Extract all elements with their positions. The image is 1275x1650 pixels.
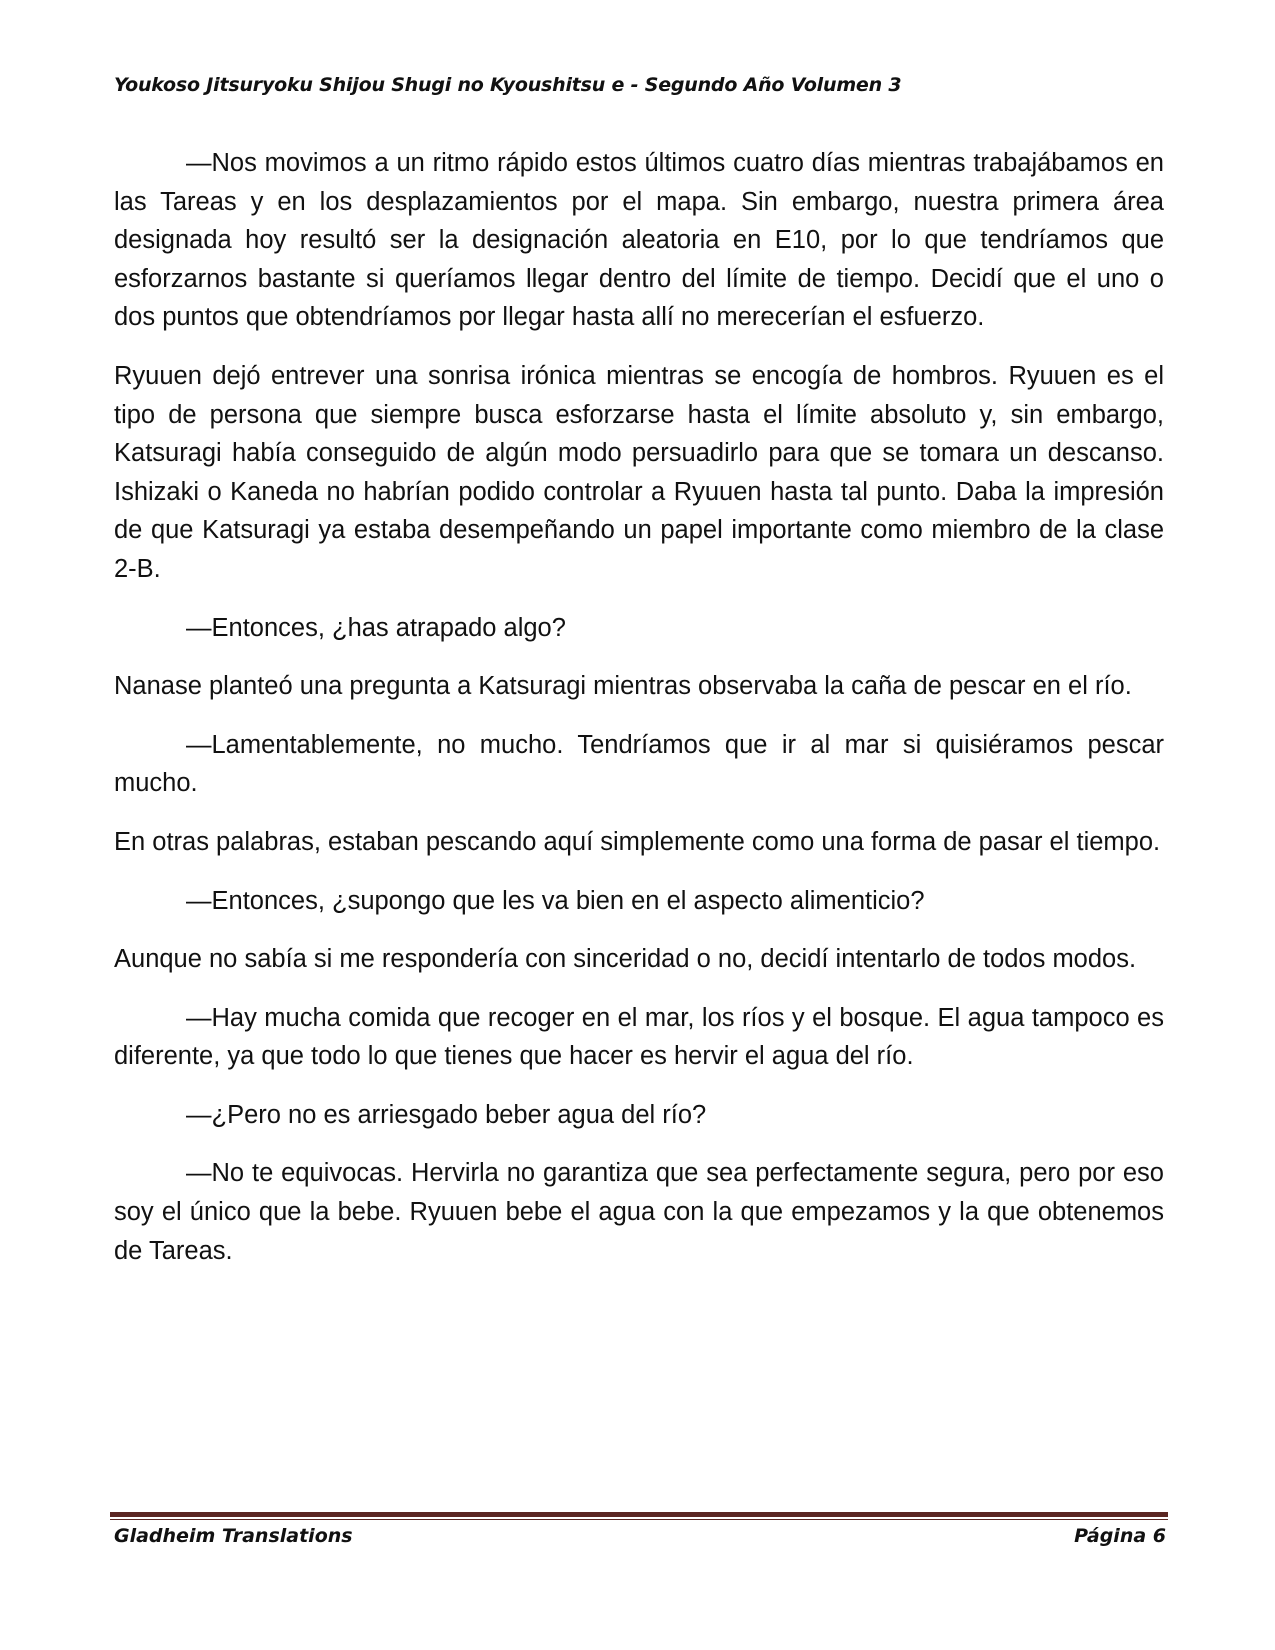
footer-divider-thick	[110, 1512, 1168, 1517]
body-text	[114, 144, 1164, 1290]
paragraph-narration: Aunque no sabía si me respondería con sinceridad o no, decidí intentarlo de todos modos.	[114, 945, 1137, 974]
paragraph-dialog: —Entonces, ¿supongo que les va bien en el aspecto alimenticio?	[186, 886, 925, 915]
paragraph-dialog: —Nos movimos a un ritmo rápido estos últimos cuatro días mientras trabajábamos en las Tareas y en los desplazamientos por el mapa. Sin embargo, nuestra primera área designada hoy resultó ser la designación aleatoria en E10, por lo que tendríamos que esforzarnos bastante si queríamos llegar dentro del límite de tiempo. Decidí que el uno o dos puntos que obtendríamos por llegar hasta allí no merecerían el esfuerzo.	[114, 149, 1164, 332]
paragraph-narration: Nanase planteó una pregunta a Katsuragi mientras observaba la caña de pescar en el río.	[114, 672, 1132, 701]
footer-page-number: Página 6	[1074, 1525, 1166, 1547]
paragraph-dialog: —Lamentablemente, no mucho. Tendríamos que ir al mar si quisiéramos pescar mucho.	[114, 730, 1164, 798]
paragraph-narration: En otras palabras, estaban pescando aquí simplemente como una forma de pasar el tiempo.	[114, 827, 1161, 856]
footer-divider	[110, 1512, 1168, 1520]
paragraph-dialog: —¿Pero no es arriesgado beber agua del río?	[186, 1100, 707, 1129]
paragraph-dialog: —Entonces, ¿has atrapado algo?	[186, 613, 566, 642]
paragraph-dialog: —Hay mucha comida que recoger en el mar, los ríos y el bosque. El agua tampoco es diferente, ya que todo lo que tienes que hacer es hervir el agua del río.	[114, 1003, 1164, 1071]
page-header-title: Youkoso Jitsuryoku Shijou Shugi no Kyoushitsu e - Segundo Año Volumen 3	[114, 74, 902, 96]
paragraph-narration: Ryuuen dejó entrever una sonrisa irónica mientras se encogía de hombros. Ryuuen es el tipo de persona que siempre busca esforzarse hasta el límite absoluto y, sin embargo, Katsuragi había conseguido de algún modo persuadirlo para que se tomara un descanso. Ishizaki o Kaneda no habrían podido controlar a Ryuuen hasta tal punto. Daba la impresión de que Katsuragi ya estaba desempeñando un papel importante como miembro de la clase 2-B.	[114, 361, 1164, 583]
footer-divider-thin	[110, 1519, 1168, 1520]
footer-publisher: Gladheim Translations	[114, 1525, 353, 1547]
paragraph-dialog: —No te equivocas. Hervirla no garantiza que sea perfectamente segura, pero por eso soy el único que la bebe. Ryuuen bebe el agua con la que empezamos y la que obtenemos de Tareas.	[114, 1159, 1164, 1265]
